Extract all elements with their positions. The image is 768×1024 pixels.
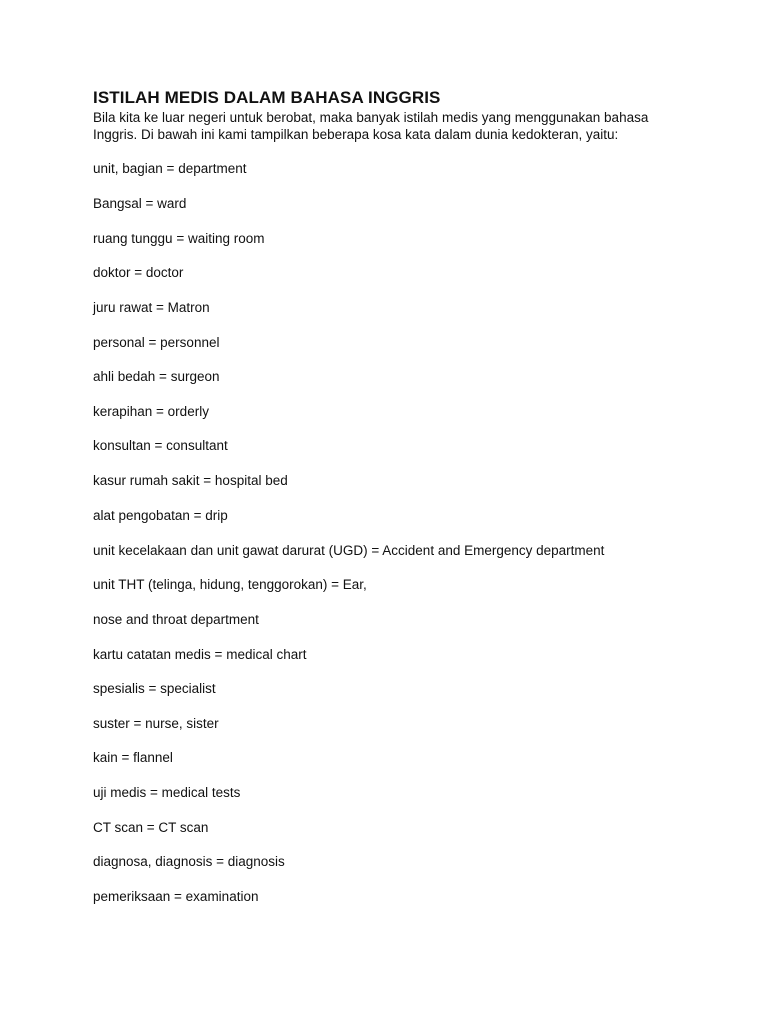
term-item: kain = flannel xyxy=(93,750,173,765)
term-item: konsultan = consultant xyxy=(93,438,228,453)
term-item: nose and throat department xyxy=(93,612,259,627)
term-item: personal = personnel xyxy=(93,335,220,350)
term-item: CT scan = CT scan xyxy=(93,820,209,835)
term-item: kerapihan = orderly xyxy=(93,404,209,419)
term-item: kasur rumah sakit = hospital bed xyxy=(93,473,288,488)
term-item: juru rawat = Matron xyxy=(93,300,210,315)
term-item: suster = nurse, sister xyxy=(93,716,219,731)
term-item: doktor = doctor xyxy=(93,265,184,280)
term-item: uji medis = medical tests xyxy=(93,785,241,800)
term-item: Bangsal = ward xyxy=(93,196,187,211)
term-item: ahli bedah = surgeon xyxy=(93,369,220,384)
term-item: unit kecelakaan dan unit gawat darurat (UGD) = Accident and Emergency department xyxy=(93,543,605,558)
term-item: diagnosa, diagnosis = diagnosis xyxy=(93,854,285,869)
term-item: kartu catatan medis = medical chart xyxy=(93,647,307,662)
term-item: ruang tunggu = waiting room xyxy=(93,231,265,246)
term-item: pemeriksaan = examination xyxy=(93,889,259,904)
term-item: unit, bagian = department xyxy=(93,161,247,176)
intro-line: Inggris. Di bawah ini kami tampilkan beberapa kosa kata dalam dunia kedokteran, yaitu: xyxy=(93,127,619,142)
intro-line: Bila kita ke luar negeri untuk berobat, maka banyak istilah medis yang menggunakan bahasa xyxy=(93,110,649,125)
term-item: alat pengobatan = drip xyxy=(93,508,228,523)
page-title: ISTILAH MEDIS DALAM BAHASA INGGRIS xyxy=(93,88,441,107)
term-item: spesialis = specialist xyxy=(93,681,216,696)
term-item: unit THT (telinga, hidung, tenggorokan) = Ear, xyxy=(93,577,367,592)
intro-paragraph xyxy=(93,109,683,143)
